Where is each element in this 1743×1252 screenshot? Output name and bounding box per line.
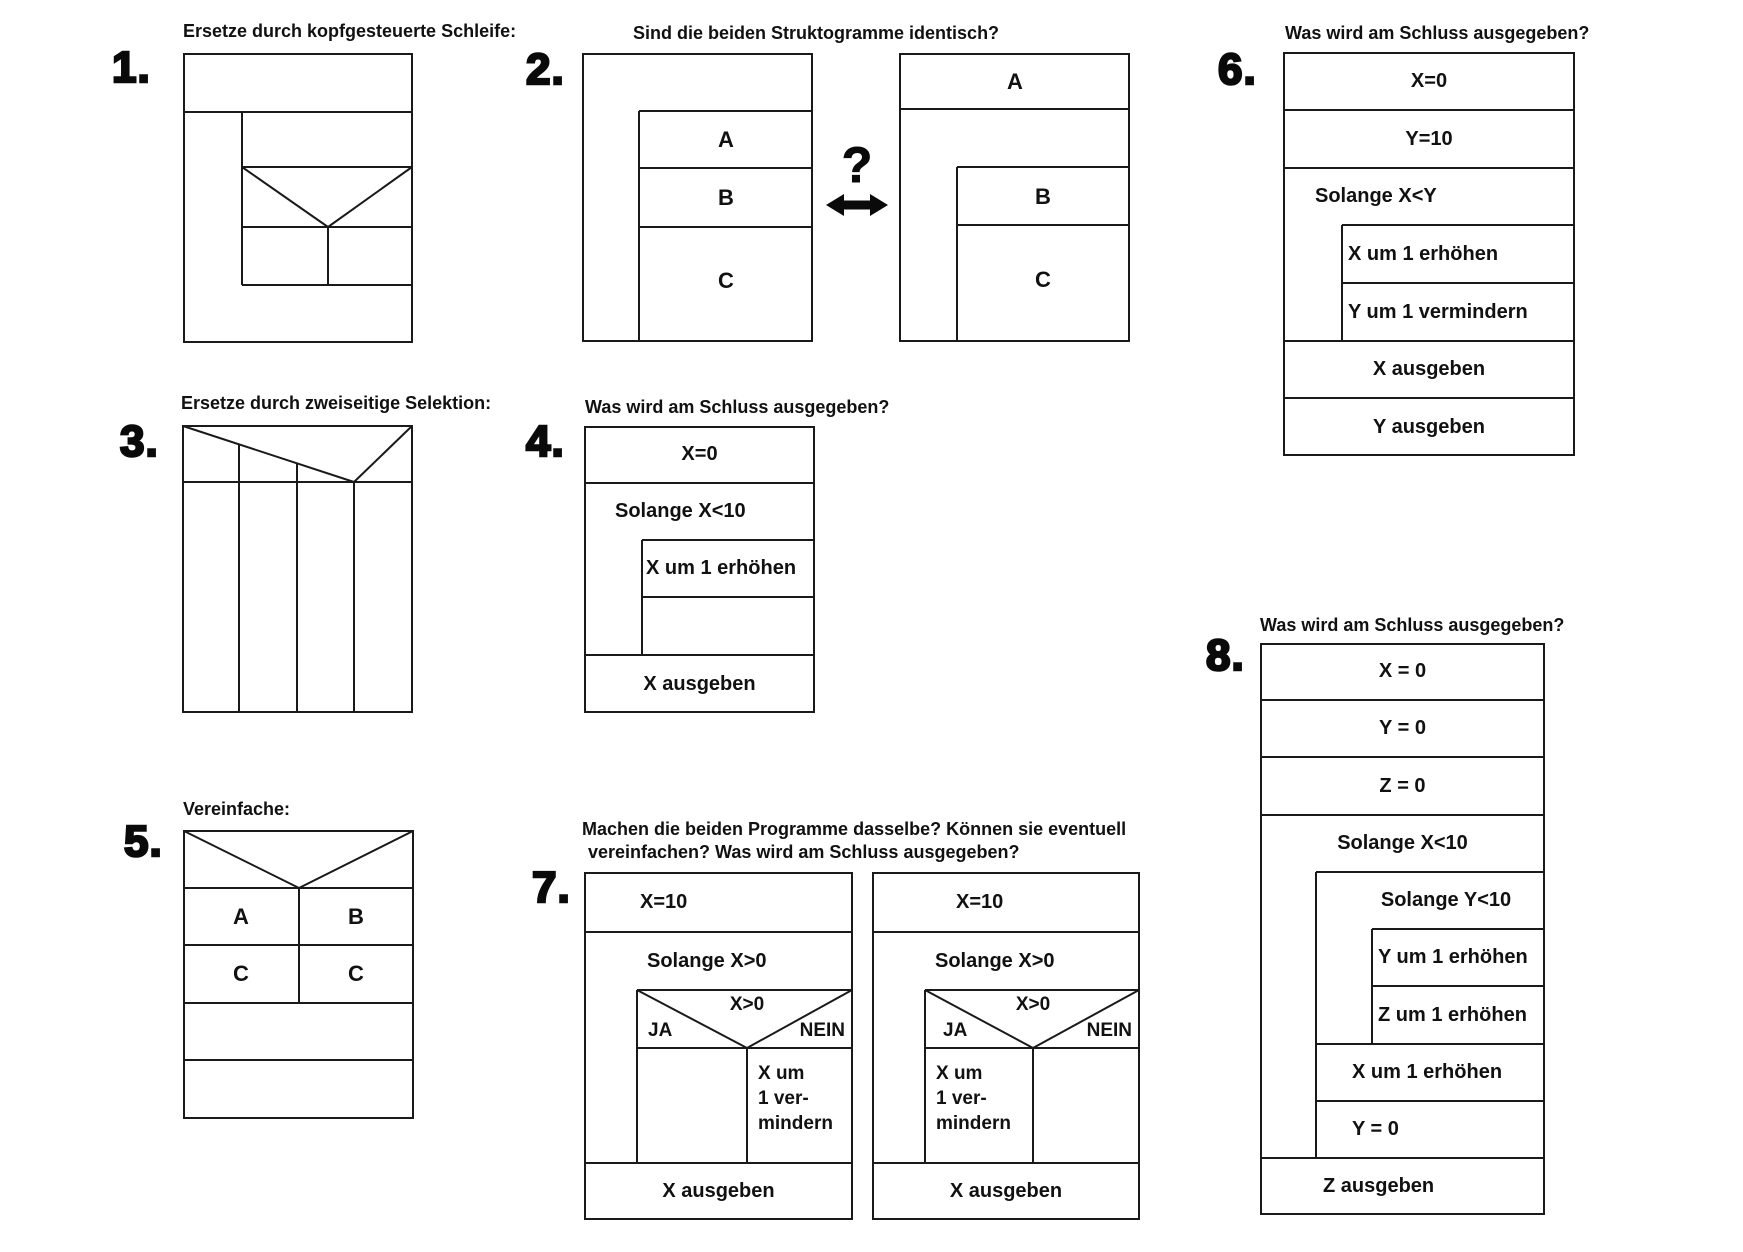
exercise-4-title: Was wird am Schluss ausgegeben? [585,397,890,417]
ex7-left-loop-condition: Solange X>0 [647,950,767,972]
ex4-loop-body: X um 1 erhöhen [646,557,797,579]
ex7-left-yes-label: JA [648,1020,673,1041]
exercise-1-number: 1. [112,43,151,92]
ex6-loop-body-2: Y um 1 vermindern [1348,301,1528,323]
ex7-structogram-left [584,872,853,1220]
ex4-output-statement: X ausgeben [643,673,756,695]
ex6-structogram [1283,52,1575,456]
ex8-init-z: Z = 0 [1379,775,1426,797]
exercise-6-number: 6. [1218,45,1257,94]
ex2-left-lines [582,53,813,342]
ex8-init-x: X = 0 [1378,660,1427,682]
ex2-question-mark: ? [841,137,873,193]
ex5-structogram-lines [183,830,414,1119]
exercise-2-number: 2. [526,45,565,94]
ex8-structogram [1260,643,1545,1215]
ex7-left-branch-line1: X um [758,1063,805,1084]
ex4-init-statement: X=0 [681,443,718,465]
ex2-left-row-a: A [718,127,734,152]
exercise-8-number: 8. [1206,631,1245,680]
exercise-5-number: 5. [124,817,163,866]
ex2-right-row-a: A [1007,69,1023,94]
ex7-right-branch-line3: mindern [936,1113,1011,1134]
ex7-right-init: X=10 [956,891,1004,913]
ex5-branch-right-b: B [348,904,364,929]
ex4-loop-condition: Solange X<10 [615,500,746,522]
exercise-4-number: 4. [526,417,565,466]
exercise-7-title-line2: vereinfachen? Was wird am Schluss ausgegeben? [588,842,1020,862]
ex6-init-y: Y=10 [1405,128,1453,150]
ex8-outer-body-2: Y = 0 [1352,1118,1399,1140]
ex7-right-output: X ausgeben [949,1180,1063,1202]
exercise-3-number: 3. [120,417,159,466]
ex7-right-lines [872,872,1140,1220]
ex1-structogram [183,53,413,343]
ex8-inner-body-1: Y um 1 erhöhen [1378,946,1528,968]
exercise-8-title: Was wird am Schluss ausgegeben? [1260,615,1565,635]
ex6-output-y: Y ausgeben [1373,416,1485,438]
ex7-left-init: X=10 [640,891,688,913]
ex7-left-output: X ausgeben [662,1180,775,1202]
exercise-2-title: Sind die beiden Struktogramme identisch? [633,23,1000,43]
ex2-right-row-c: C [1035,267,1051,292]
ex7-right-yes-label: JA [943,1020,968,1041]
ex2-double-arrow-icon [826,192,888,218]
ex7-right-no-label: NEIN [1086,1020,1132,1041]
ex7-right-branch-line1: X um [936,1063,983,1084]
ex5-branch-left-a: A [233,904,249,929]
exercise-1-title: Ersetze durch kopfgesteuerte Schleife: [183,21,517,41]
ex2-left-row-b: B [718,185,734,210]
ex8-inner-loop-condition: Solange Y<10 [1380,889,1512,911]
ex5-branch-left-c: C [233,961,249,986]
ex6-init-x: X=0 [1410,70,1448,92]
ex2-structogram-left [582,53,813,342]
ex7-left-lines [584,872,853,1220]
ex1-structogram-lines [183,53,413,343]
ex7-left-if-condition: X>0 [729,994,765,1015]
exercise-7-number: 7. [532,863,571,912]
ex3-structogram [182,425,413,713]
exercise-7-title-line1: Machen die beiden Programme dasselbe? Können sie eventuell [582,819,1127,839]
ex3-structogram-lines [182,425,413,713]
ex7-right-branch-line2: 1 ver- [936,1088,987,1109]
ex8-outer-body-1: X um 1 erhöhen [1352,1061,1503,1083]
ex7-structogram-right [872,872,1140,1220]
ex8-init-y: Y = 0 [1379,717,1426,739]
ex6-output-x: X ausgeben [1372,358,1486,380]
ex8-inner-body-2: Z um 1 erhöhen [1378,1004,1527,1026]
ex2-comparison-connector [822,137,892,218]
ex2-right-row-b: B [1035,184,1051,209]
exercise-5-title: Vereinfache: [183,799,291,819]
exercise-3-title: Ersetze durch zweiseitige Selektion: [181,393,492,413]
ex2-left-row-c: C [718,268,734,293]
ex7-left-branch-line3: mindern [758,1113,833,1134]
ex7-right-loop-condition: Solange X>0 [935,950,1055,972]
ex6-loop-body-1: X um 1 erhöhen [1348,243,1499,265]
ex8-output: Z ausgeben [1323,1175,1435,1197]
ex5-structogram [183,830,414,1119]
ex5-branch-right-c: C [348,961,364,986]
ex7-right-if-condition: X>0 [1015,994,1051,1015]
ex7-left-no-label: NEIN [799,1020,845,1041]
ex7-left-branch-line2: 1 ver- [758,1088,809,1109]
ex2-structogram-right [899,53,1130,342]
ex4-structogram [584,426,815,713]
ex8-outer-loop-condition: Solange X<10 [1337,832,1468,854]
ex6-loop-condition: Solange X<Y [1315,185,1437,207]
exercise-6-title: Was wird am Schluss ausgegeben? [1285,23,1590,43]
